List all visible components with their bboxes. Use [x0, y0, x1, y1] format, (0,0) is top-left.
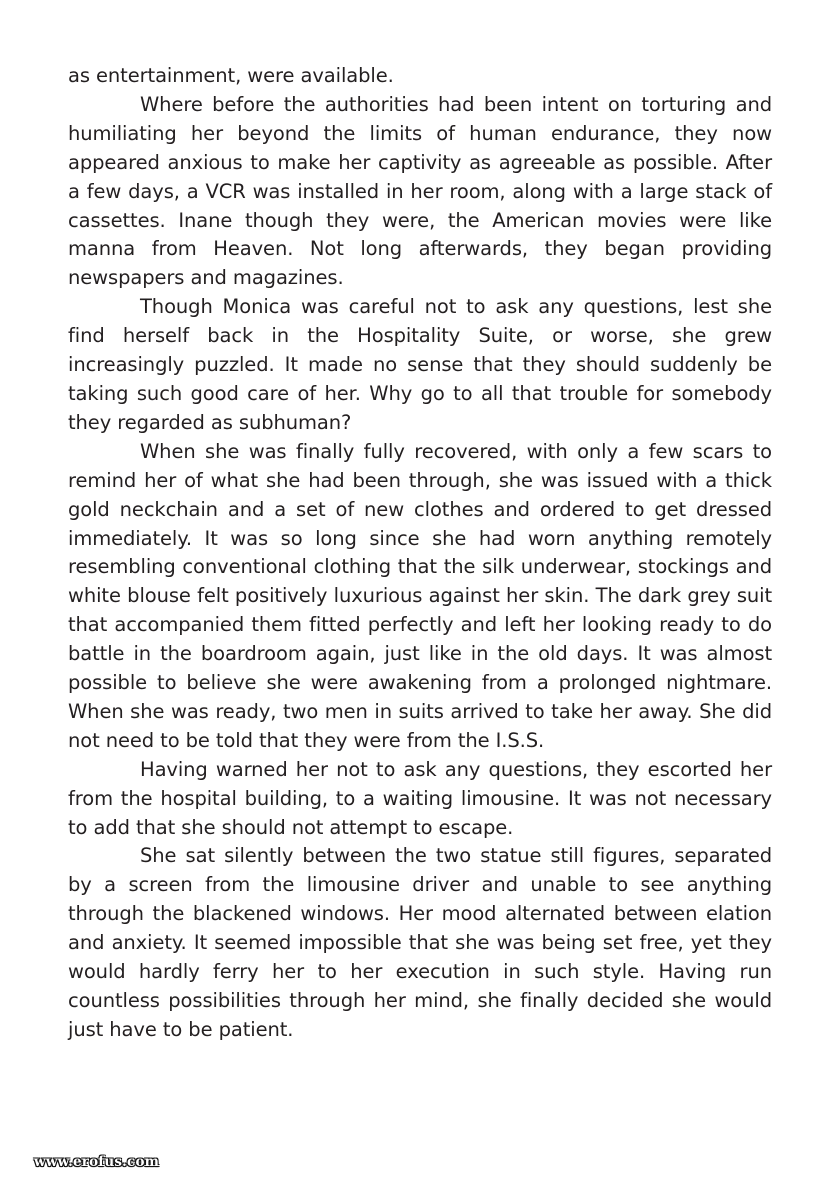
paragraph-escorted-limousine: Having warned her not to ask any questions, they escorted her from the hospital building, to a waiting limousine. It was not necessary to add that she should not attempt to escape. — [68, 757, 772, 839]
paragraph-continuation: as entertainment, were available. — [68, 64, 394, 87]
paragraph-monica-puzzled: Though Monica was careful not to ask any questions, lest she find herself back in the Hospitality Suite, or worse, she grew increasingly puzzled. It made no sense that they should suddenly be taking such good care of her. Why go to all that trouble for somebody they regarded as subhuman? — [68, 295, 772, 434]
site-watermark: www.erofus.com — [34, 1154, 160, 1170]
page-body-text — [68, 62, 772, 1045]
paragraph-limousine-ride: She sat silently between the two statue still figures, separated by a screen from the limousine driver and unable to see anything through the blackened windows. Her mood alternated between elation and anxiety. It seemed impossible that she was being set free, yet they would hardly ferry her to her execution in such style. Having run countless possibilities through her mind, she finally decided she would just have to be patient. — [68, 844, 772, 1041]
paragraph-new-clothes: When she was finally fully recovered, with only a few scars to remind her of what she had been through, she was issued with a thick gold neckchain and a set of new clothes and ordered to get dressed immediately. It was so long since she had worn anything remotely resembling conventional clothing that the silk underwear, stockings and white blouse felt positively luxurious against her skin. The dark grey suit that accompanied them fitted perfectly and left her looking ready to do battle in the boardroom again, just like in the old days. It was almost possible to believe she were awakening from a prolonged nightmare. When she was ready, two men in suits arrived to take her away. She did not need to be told that they were from the I.S.S. — [68, 439, 772, 752]
paragraph-vcr-installed: Where before the authorities had been intent on torturing and humiliating her beyond the limits of human endurance, they now appeared anxious to make her captivity as agreeable as possible. After a few days, a VCR was installed in her room, along with a large stack of cassettes. Inane though they were, the American movies were like manna from Heaven. Not long afterwards, they began providing newspapers and magazines. — [68, 92, 772, 290]
